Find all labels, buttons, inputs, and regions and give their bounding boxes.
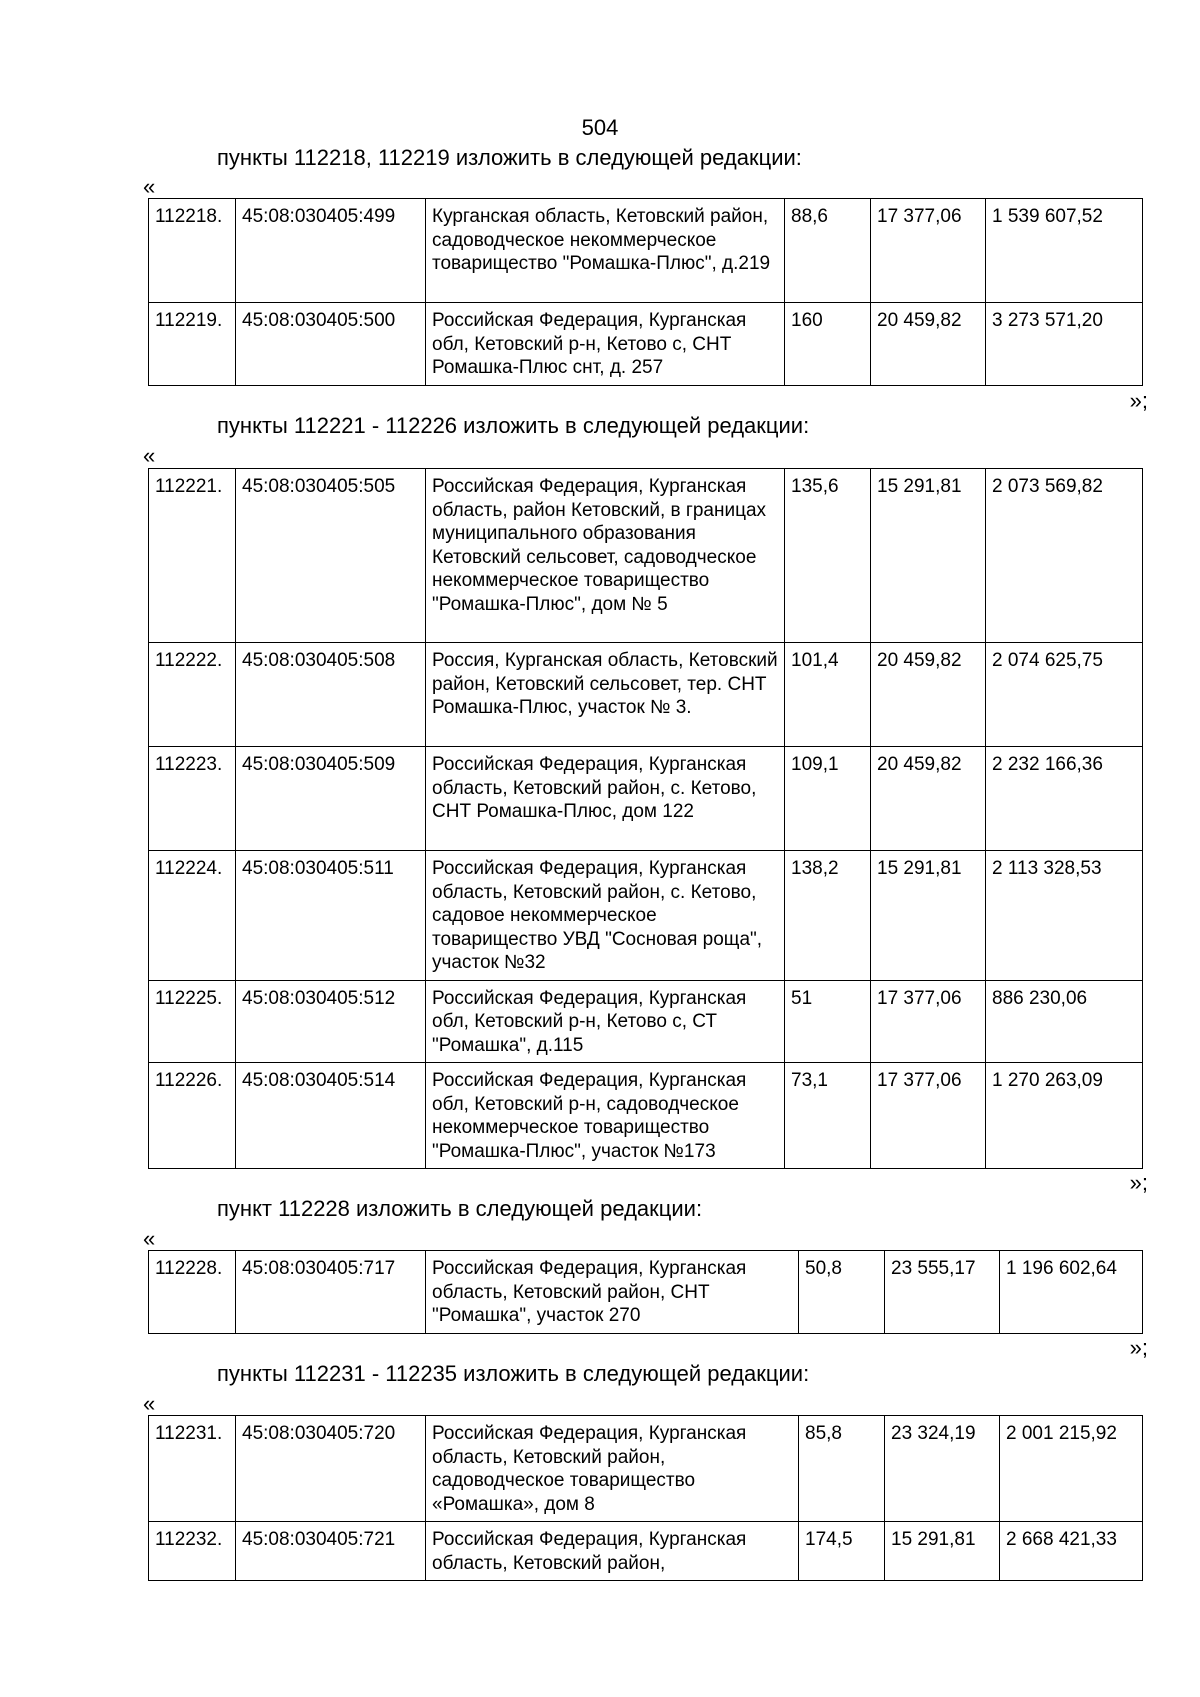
table-row bbox=[149, 303, 1143, 386]
address: Россия, Курганская область, Кетовский район, Кетовский сельсовет, тер. СНТ Ромашка-Плюс, участок № 3. bbox=[426, 643, 785, 747]
unit-value: 17 377,06 bbox=[871, 980, 986, 1063]
table-row bbox=[149, 980, 1143, 1063]
parcel-table bbox=[148, 198, 1143, 386]
cadastral-value: 1 196 602,64 bbox=[1000, 1251, 1143, 1334]
area: 73,1 bbox=[785, 1063, 871, 1169]
amendment-intro: пункты 112231 - 112235 изложить в следующей редакции: bbox=[217, 1361, 810, 1386]
amendment-intro: пункты 112218, 112219 изложить в следующей редакции: bbox=[217, 145, 802, 170]
table-row bbox=[149, 1251, 1143, 1334]
item-number: 112232. bbox=[149, 1522, 236, 1581]
opening-quote: « bbox=[143, 174, 156, 199]
unit-value: 23 324,19 bbox=[885, 1416, 1000, 1522]
unit-value: 15 291,81 bbox=[885, 1522, 1000, 1581]
table-row bbox=[149, 199, 1143, 303]
table-row bbox=[149, 643, 1143, 747]
cadastral-number: 45:08:030405:512 bbox=[236, 980, 426, 1063]
cadastral-value: 2 668 421,33 bbox=[1000, 1522, 1143, 1581]
area: 88,6 bbox=[785, 199, 871, 303]
cadastral-number: 45:08:030405:514 bbox=[236, 1063, 426, 1169]
unit-value: 17 377,06 bbox=[871, 199, 986, 303]
area: 101,4 bbox=[785, 643, 871, 747]
opening-quote: « bbox=[143, 1226, 156, 1251]
opening-quote: « bbox=[143, 1391, 156, 1416]
address: Российская Федерация, Курганская обл, Кетовский р-н, Кетово с, СНТ Ромашка-Плюс снт, д. 257 bbox=[426, 303, 785, 386]
page-number: 504 bbox=[581, 115, 619, 140]
unit-value: 23 555,17 bbox=[885, 1251, 1000, 1334]
closing-quote: »; bbox=[1129, 1335, 1148, 1360]
address: Российская Федерация, Курганская область, Кетовский район, bbox=[426, 1522, 799, 1581]
address: Российская Федерация, Курганская обл, Кетовский р-н, Кетово с, СТ "Ромашка", д.115 bbox=[426, 980, 785, 1063]
cadastral-number: 45:08:030405:720 bbox=[236, 1416, 426, 1522]
area: 160 bbox=[785, 303, 871, 386]
unit-value: 15 291,81 bbox=[871, 851, 986, 981]
cadastral-number: 45:08:030405:721 bbox=[236, 1522, 426, 1581]
closing-quote: »; bbox=[1129, 388, 1148, 413]
area: 135,6 bbox=[785, 469, 871, 643]
area: 174,5 bbox=[799, 1522, 885, 1581]
cadastral-number: 45:08:030405:500 bbox=[236, 303, 426, 386]
parcel-table bbox=[148, 468, 1143, 1169]
address: Российская Федерация, Курганская область, район Кетовский, в границах муниципального образования Кетовский сельсовет, садоводческое некоммерческое товарищество "Ромашка-Плюс", дом № 5 bbox=[426, 469, 785, 643]
cadastral-value: 2 113 328,53 bbox=[986, 851, 1143, 981]
table-row bbox=[149, 1416, 1143, 1522]
cadastral-value: 2 001 215,92 bbox=[1000, 1416, 1143, 1522]
cadastral-value: 2 074 625,75 bbox=[986, 643, 1143, 747]
unit-value: 20 459,82 bbox=[871, 747, 986, 851]
cadastral-value: 2 232 166,36 bbox=[986, 747, 1143, 851]
table-row bbox=[149, 1522, 1143, 1581]
item-number: 112226. bbox=[149, 1063, 236, 1169]
area: 51 bbox=[785, 980, 871, 1063]
amendment-intro: пункт 112228 изложить в следующей редакции: bbox=[217, 1196, 703, 1221]
cadastral-number: 45:08:030405:505 bbox=[236, 469, 426, 643]
item-number: 112224. bbox=[149, 851, 236, 981]
area: 50,8 bbox=[799, 1251, 885, 1334]
cadastral-number: 45:08:030405:508 bbox=[236, 643, 426, 747]
unit-value: 15 291,81 bbox=[871, 469, 986, 643]
address: Российская Федерация, Курганская обл, Кетовский р-н, садоводческое некоммерческое товарищество "Ромашка-Плюс", участок №173 bbox=[426, 1063, 785, 1169]
opening-quote: « bbox=[143, 443, 156, 468]
item-number: 112218. bbox=[149, 199, 236, 303]
area: 85,8 bbox=[799, 1416, 885, 1522]
cadastral-number: 45:08:030405:717 bbox=[236, 1251, 426, 1334]
amendment-intro: пункты 112221 - 112226 изложить в следующей редакции: bbox=[217, 413, 810, 438]
table-row bbox=[149, 1063, 1143, 1169]
item-number: 112222. bbox=[149, 643, 236, 747]
item-number: 112221. bbox=[149, 469, 236, 643]
address: Российская Федерация, Курганская область, Кетовский район, СНТ "Ромашка", участок 270 bbox=[426, 1251, 799, 1334]
unit-value: 20 459,82 bbox=[871, 303, 986, 386]
cadastral-number: 45:08:030405:509 bbox=[236, 747, 426, 851]
item-number: 112225. bbox=[149, 980, 236, 1063]
parcel-table bbox=[148, 1250, 1143, 1334]
area: 109,1 bbox=[785, 747, 871, 851]
cadastral-value: 1 539 607,52 bbox=[986, 199, 1143, 303]
address: Российская Федерация, Курганская область, Кетовский район, садоводческое товарищество «Ромашка», дом 8 bbox=[426, 1416, 799, 1522]
parcel-table bbox=[148, 1415, 1143, 1581]
table-row bbox=[149, 747, 1143, 851]
item-number: 112231. bbox=[149, 1416, 236, 1522]
unit-value: 20 459,82 bbox=[871, 643, 986, 747]
cadastral-value: 3 273 571,20 bbox=[986, 303, 1143, 386]
table-row bbox=[149, 851, 1143, 981]
cadastral-number: 45:08:030405:499 bbox=[236, 199, 426, 303]
unit-value: 17 377,06 bbox=[871, 1063, 986, 1169]
item-number: 112223. bbox=[149, 747, 236, 851]
area: 138,2 bbox=[785, 851, 871, 981]
address: Российская Федерация, Курганская область, Кетовский район, с. Кетово, СНТ Ромашка-Плюс, дом 122 bbox=[426, 747, 785, 851]
table-row bbox=[149, 469, 1143, 643]
cadastral-value: 886 230,06 bbox=[986, 980, 1143, 1063]
cadastral-value: 1 270 263,09 bbox=[986, 1063, 1143, 1169]
address: Курганская область, Кетовский район, садоводческое некоммерческое товарищество "Ромашка-Плюс", д.219 bbox=[426, 199, 785, 303]
cadastral-value: 2 073 569,82 bbox=[986, 469, 1143, 643]
item-number: 112219. bbox=[149, 303, 236, 386]
cadastral-number: 45:08:030405:511 bbox=[236, 851, 426, 981]
address: Российская Федерация, Курганская область, Кетовский район, с. Кетово, садовое некоммерческое товарищество УВД "Сосновая роща", участок №32 bbox=[426, 851, 785, 981]
closing-quote: »; bbox=[1129, 1170, 1148, 1195]
item-number: 112228. bbox=[149, 1251, 236, 1334]
